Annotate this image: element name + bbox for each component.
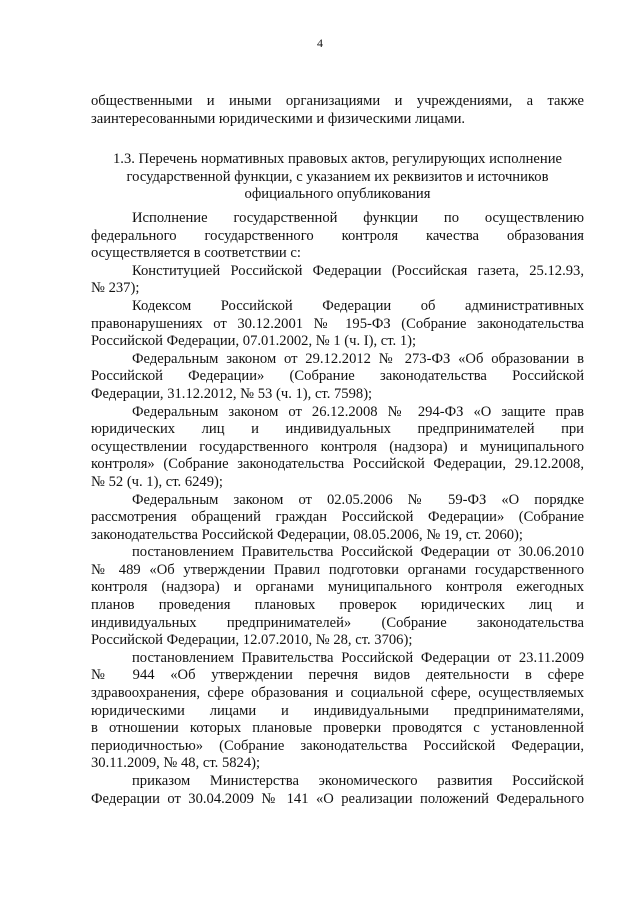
text-line: в отношении которых плановые проверки проводятся с установленной: [91, 720, 584, 737]
text-line: № 237);: [91, 280, 140, 297]
section-heading: [91, 151, 584, 204]
heading-line: официального опубликования: [244, 186, 431, 203]
intro-paragraph: [91, 210, 584, 263]
legal-act-item: [91, 404, 584, 492]
text-line: Федеральным законом от 29.12.2012 № 273-ФЗ «Об образовании в: [132, 350, 584, 367]
page-number: 4: [317, 36, 323, 50]
text-line: федерального государственного контроля качества образования: [91, 227, 584, 244]
text-line: контроля» (Собрание законодательства Российской Федерации, 29.12.2008,: [91, 456, 584, 473]
text-line: постановлением Правительства Российской Федерации от 23.11.2009: [132, 649, 584, 666]
text-line: № 489 «Об утверждении Правил подготовки органами государственного: [91, 561, 584, 578]
text-line: осуществляется в соответствии с:: [91, 245, 301, 262]
text-line: здравоохранения, сфере образования и социальной сфере, осуществляемых: [91, 685, 584, 702]
text-line: планов проведения плановых проверок юридических лиц и: [91, 597, 584, 614]
text-line: Исполнение государственной функции по осуществлению: [132, 210, 584, 226]
legal-act-item: [91, 773, 584, 808]
text-line: Российской Федерации» (Собрание законодательства Российской: [91, 368, 584, 385]
text-line: юридических лиц и индивидуальных предпринимателей при: [91, 421, 584, 438]
text-line: Федерации, 31.12.2012, № 53 (ч. 1), ст. 7598);: [91, 385, 373, 402]
text-line: № 944 «Об утверждении перечня видов деятельности в сфере: [91, 667, 584, 684]
text-line: общественными и иными организациями и учреждениями, а также: [91, 93, 584, 109]
text-line: правонарушениях от 30.12.2001 № 195-ФЗ (Собрание законодательства: [91, 315, 584, 332]
legal-act-item: [91, 263, 584, 298]
heading-line: государственной функции, с указанием их реквизитов и источников: [126, 168, 549, 185]
text-line: контроля (надзора) и органами муниципального контроля ежегодных: [91, 579, 584, 596]
text-line: юридическими лицами и индивидуальными предпринимателями,: [91, 702, 584, 719]
text-line: Кодексом Российской Федерации об административных: [132, 297, 584, 314]
text-line: Российской Федерации, 07.01.2002, № 1 (ч. I), ст. 1);: [91, 333, 417, 350]
text-line: заинтересованными юридическими и физическими лицами.: [91, 110, 466, 127]
legal-act-item: [91, 298, 584, 351]
text-line: № 52 (ч. 1), ст. 6249);: [91, 473, 223, 490]
text-line: Федеральным законом от 26.12.2008 № 294-ФЗ «О защите прав: [132, 403, 584, 420]
legal-acts-list: [91, 210, 584, 808]
text-line: 30.11.2009, № 48, ст. 5824);: [91, 755, 261, 772]
legal-act-item: [91, 492, 584, 545]
text-line: Российской Федерации, 12.07.2010, № 28, ст. 3706);: [91, 632, 413, 649]
text-line: рассмотрения обращений граждан Российской Федерации» (Собрание: [91, 509, 584, 526]
text-line: Федерации от 30.04.2009 № 141 «О реализации положений Федерального: [91, 790, 584, 807]
text-line: приказом Министерства экономического развития Российской: [132, 773, 584, 789]
text-line: постановлением Правительства Российской Федерации от 30.06.2010: [132, 544, 584, 561]
text-line: периодичностью» (Собрание законодательства Российской Федерации,: [91, 737, 584, 754]
legal-act-item: [91, 351, 584, 404]
text-line: индивидуальных предпринимателей» (Собрание законодательства: [91, 614, 584, 631]
heading-line: 1.3. Перечень нормативных правовых актов, регулирующих исполнение: [113, 151, 562, 167]
legal-act-item: [91, 650, 584, 773]
text-line: законодательства Российской Федерации, 08.05.2006, № 19, ст. 2060);: [91, 526, 523, 543]
text-line: Конституцией Российской Федерации (Российская газета, 25.12.93,: [132, 262, 584, 279]
text-line: осуществлении государственного контроля (надзора) и муниципального: [91, 438, 584, 455]
legal-act-item: [91, 544, 584, 650]
text-line: Федеральным законом от 02.05.2006 № 59-ФЗ «О порядке: [132, 491, 584, 508]
intro-text: [91, 93, 584, 128]
